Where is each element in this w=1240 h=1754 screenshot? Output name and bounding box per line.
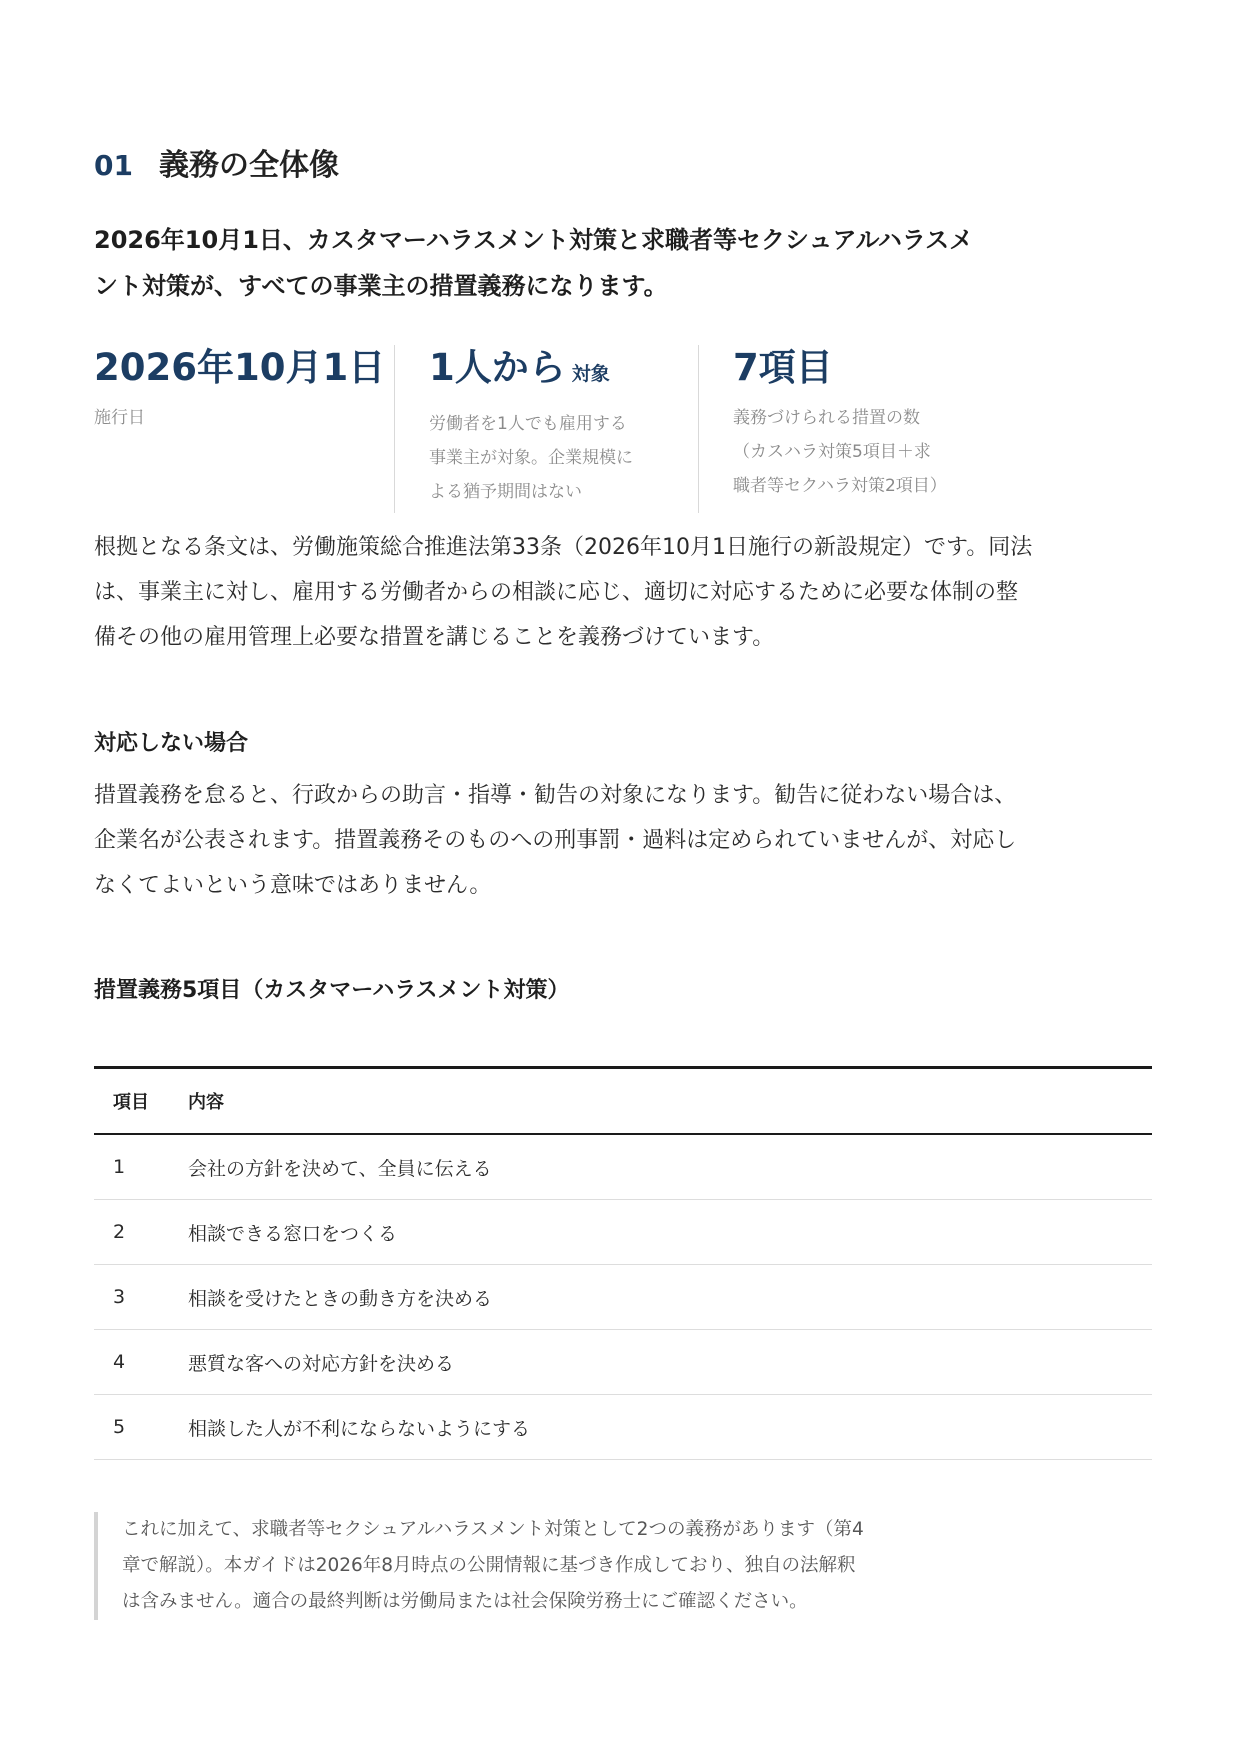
stat-item-count (698, 345, 1004, 513)
legal-basis-paragraph (94, 525, 1094, 660)
paragraph-line: 根拠となる条文は、労働施策総合推進法第33条（2026年10月1日施行の新設規定）です。同法 (94, 535, 1033, 560)
row-content: 相談した人が不利にならないようにする (188, 1395, 1152, 1460)
stat-description (429, 407, 698, 509)
lead-line: ント対策が、すべての事業主の措置義務になります。 (94, 272, 668, 300)
stat-unit: 対象 (571, 363, 610, 385)
note-line: は含みません。適合の最終判断は労働局または社会保険労務士にご確認ください。 (122, 1591, 808, 1612)
stat-value (429, 345, 698, 397)
noncompliance-heading: 対応しない場合 (94, 731, 249, 756)
key-stats (94, 345, 1074, 513)
section-title: 義務の全体像 (158, 148, 339, 183)
lead-line: 2026年10月1日、カスタマーハラスメント対策と求職者等セクシュアルハラスメ (94, 226, 974, 254)
obligations-table (94, 1066, 1152, 1460)
stat-value: 2026年10月1日 (94, 346, 386, 389)
paragraph-line: は、事業主に対し、雇用する労働者からの相談に応じ、適切に対応するために必要な体制の整 (94, 580, 1019, 605)
row-number: 3 (94, 1265, 188, 1330)
column-header-content: 内容 (188, 1068, 1152, 1135)
row-number: 2 (94, 1200, 188, 1265)
stat-scope (394, 345, 698, 513)
column-header-item: 項目 (94, 1068, 188, 1135)
row-content: 会社の方針を決めて、全員に伝える (188, 1134, 1152, 1200)
stat-value: 7項目 (733, 346, 833, 389)
noncompliance-paragraph (94, 773, 1094, 908)
note-callout (94, 1512, 1002, 1620)
row-content: 相談を受けたときの動き方を決める (188, 1265, 1152, 1330)
stat-description (94, 401, 394, 435)
table-header-row (94, 1068, 1152, 1135)
stat-description (733, 401, 1004, 503)
paragraph-line: なくてよいという意味ではありません。 (94, 873, 492, 898)
stat-value-text: 1人から (429, 346, 566, 389)
lead-paragraph (94, 217, 1014, 309)
stat-desc-line: 労働者を1人でも雇用する (429, 414, 627, 434)
table-row (94, 1200, 1152, 1265)
stat-desc-line: （カスハラ対策5項目＋求 (733, 442, 931, 462)
stat-effective-date (94, 345, 394, 513)
row-number: 4 (94, 1330, 188, 1395)
stat-desc-line: 事業主が対象。企業規模に (429, 448, 633, 468)
section-heading (94, 140, 339, 184)
row-number: 5 (94, 1395, 188, 1460)
paragraph-line: 備その他の雇用管理上必要な措置を講じることを義務づけています。 (94, 625, 775, 650)
obligations-table-heading: 措置義務5項目（カスタマーハラスメント対策） (94, 978, 570, 1003)
row-content: 悪質な客への対応方針を決める (188, 1330, 1152, 1395)
stat-desc-line: 職者等セクハラ対策2項目） (733, 476, 947, 496)
paragraph-line: 措置義務を怠ると、行政からの助言・指導・勧告の対象になります。勧告に従わない場合は、 (94, 783, 1017, 808)
row-number: 1 (94, 1134, 188, 1200)
paragraph-line: 企業名が公表されます。措置義務そのものへの刑事罰・過料は定められていませんが、対応し (94, 828, 1017, 853)
section-number: 01 (94, 149, 133, 182)
note-line: これに加えて、求職者等セクシュアルハラスメント対策として2つの義務があります（第4 (122, 1519, 864, 1540)
row-content: 相談できる窓口をつくる (188, 1200, 1152, 1265)
table-row (94, 1265, 1152, 1330)
note-line: 章で解説）。本ガイドは2026年8月時点の公開情報に基づき作成しており、独自の法解釈 (122, 1555, 856, 1576)
stat-desc-line: 義務づけられる措置の数 (733, 408, 920, 428)
stat-desc-line: 施行日 (94, 408, 145, 428)
table-row (94, 1134, 1152, 1200)
table-row (94, 1395, 1152, 1460)
stat-desc-line: よる猶予期間はない (429, 482, 582, 502)
table-row (94, 1330, 1152, 1395)
